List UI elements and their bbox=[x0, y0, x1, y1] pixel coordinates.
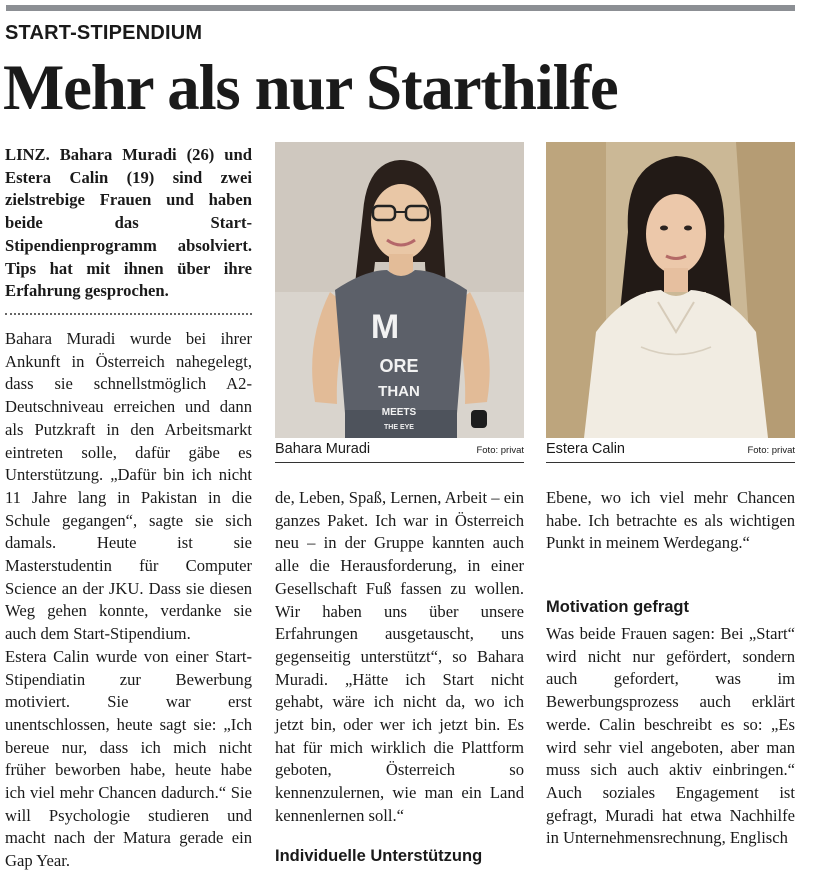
photo-caption bbox=[546, 440, 795, 463]
body-column-2 bbox=[275, 487, 524, 828]
kicker: START-STIPENDIUM bbox=[5, 22, 203, 44]
top-rule bbox=[6, 5, 795, 11]
body-paragraph: Bahara Muradi wurde bei ihrer Ankunft in Österreich nahegelegt, dass sie schnellstmöglich A2-Deutschniveau erreichen und dann als Putzkraft in den Arbeitsmarkt eintreten solle, dafür gäbe es Unterstützung. „Dafür bin ich nicht 11 Jahre lang in Pakistan in die Schule gegangen“, sagte sie sich damals. Heute ist sie Masterstudentin für Computer Science an der JKU. Dass sie diesen Weg gehen konnte, verdanke sie auch dem Start-Stipendium. bbox=[5, 329, 252, 644]
shirt-text-line: THAN bbox=[378, 383, 420, 400]
headline: Mehr als nur Starthilfe bbox=[3, 52, 618, 124]
shirt-text-line: THE EYE bbox=[384, 424, 414, 431]
dotted-divider bbox=[5, 313, 252, 315]
caption-name: Estera Calin bbox=[546, 441, 625, 457]
portrait-image bbox=[275, 142, 524, 438]
shirt-text-line: ORE bbox=[379, 356, 419, 376]
shirt-text-m: M bbox=[370, 308, 400, 346]
lead-paragraph: LINZ. Bahara Muradi (26) und Estera Calin (19) sind zwei zielstrebige Frauen und haben beide das Start-Stipendienprogramm absolviert. Tips hat mit ihnen über ihre Erfahrung gesprochen. bbox=[5, 145, 252, 301]
photo-caption bbox=[275, 440, 524, 463]
caption-name: Bahara Muradi bbox=[275, 441, 371, 457]
body-column-3 bbox=[546, 487, 795, 555]
photo-credit: Foto: privat bbox=[747, 445, 795, 456]
body-paragraph: Was beide Frauen sagen: Bei „Start“ wird nicht nur gefördert, sondern auch gefordert, was im Bewerbungsprozess auch erklärt werde. Calin beschreibt es so: „Es wird sehr viel angeboten, aber man muss sich auch aktiv einbringen.“ Auch soziales Engagement ist gefragt, Muradi hat etwa Nachhilfe in Unternehmensrechnung, Englisch bbox=[546, 624, 795, 848]
body-paragraph: de, Leben, Spaß, Lernen, Arbeit – ein ganzes Paket. Ich war in Österreich neu – in der Gruppe kannten auch alle die Herausforderung, in einer Gesellschaft Fuß fassen zu wollen. Wir haben uns über unsere Erfahrungen ausgetauscht, uns gegenseitig unterstützt“, so Bahara Muradi. „Hätte ich Start nicht gehabt, wäre ich nicht da, wo ich jetzt bin, oder wer ich jetzt bin. Es hat für mich wirklich die Plattform geboten, Österreich so kennenzulernen, wie man ein Land kennenlernen soll.“ bbox=[275, 488, 524, 825]
photo-credit: Foto: privat bbox=[476, 445, 524, 456]
body-column-1 bbox=[5, 328, 252, 873]
shirt-text-line: MEETS bbox=[381, 407, 417, 418]
portrait-image bbox=[546, 142, 795, 438]
photo-estera-calin bbox=[546, 142, 795, 438]
photo-bahara-muradi bbox=[275, 142, 524, 438]
body-paragraph: Estera Calin wurde von einer Start-Stipendiatin zur Bewerbung motiviert. Sie war erst unentschlossen, heute sagt sie: „Ich bereue nur, dass ich mich nicht früher beworben habe, heute habe ich viel mehr Chancen dadurch.“ Sie will Psychologie studieren und macht nach der Matura gerade ein Gap Year. bbox=[5, 646, 252, 871]
body-paragraph: Ebene, wo ich viel mehr Chancen habe. Ich betrachte es als wichtigen Punkt in meinem Werdegang.“ bbox=[546, 488, 795, 553]
column-subheading: Motivation gefragt bbox=[546, 598, 689, 616]
column-subheading: Individuelle Unterstützung bbox=[275, 847, 483, 865]
body-column-3-continued bbox=[546, 623, 795, 850]
